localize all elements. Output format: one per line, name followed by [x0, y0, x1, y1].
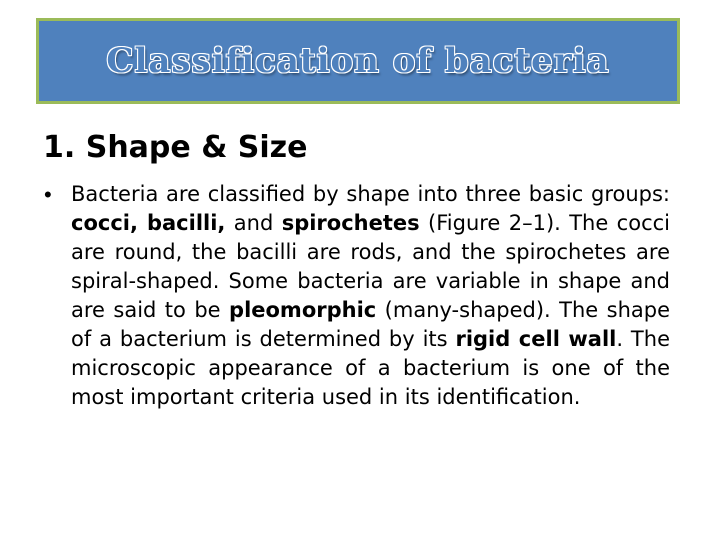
- bullet-segment: and: [225, 211, 282, 235]
- title-banner: [36, 18, 680, 104]
- bullet-marker: •: [44, 182, 52, 207]
- slide-title: Classification of bacteria: [106, 41, 610, 81]
- bullet-segment-bold: cocci, bacilli,: [71, 211, 226, 235]
- bullet-text: [71, 180, 670, 412]
- bullet-segment-bold: rigid cell wall: [455, 327, 617, 351]
- bullet-segment-bold: spirochetes: [281, 211, 420, 235]
- bullet-item: [44, 180, 670, 412]
- bullet-segment: (Figure 2–1). The cocci are round, the bacilli are rods, and the spirochetes are spiral-shaped. Some bacteria are variable in shape and are said to be: [71, 211, 670, 322]
- section-heading: 1. Shape & Size: [43, 130, 308, 165]
- bullet-segment: (many-shaped). The shape of a bacterium is determined by its: [71, 298, 671, 351]
- bullet-segment: Bacteria are classified by shape into three basic groups:: [71, 182, 670, 206]
- slide-content: [44, 180, 670, 412]
- bullet-segment: . The microscopic appearance of a bacterium is one of the most important criteria used in its identification.: [71, 327, 670, 409]
- bullet-segment-bold: pleomorphic: [229, 298, 377, 322]
